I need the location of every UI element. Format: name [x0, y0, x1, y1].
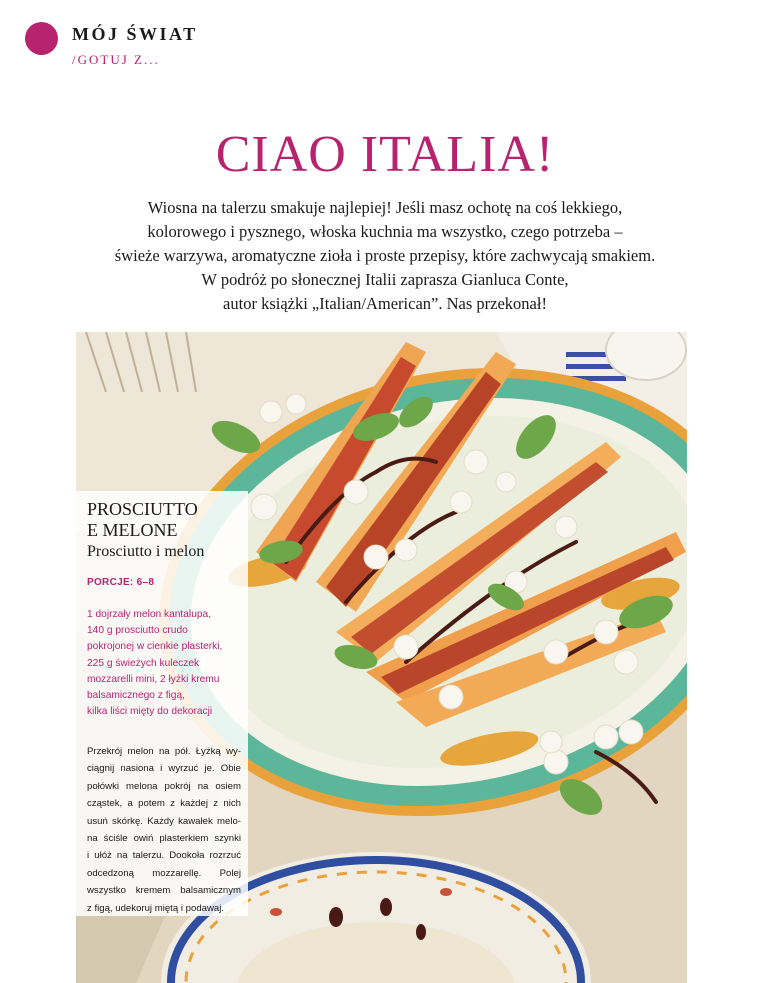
- section-title: MÓJ ŚWIAT: [72, 24, 198, 44]
- instruction-line: cząstek, a potem z każdej z nich: [87, 798, 241, 810]
- lead-line: autor książki „Italian/American”. Nas przekonał!: [223, 294, 547, 313]
- instruction-line: ciągnij nasiona i wyrzuć je. Obie: [87, 763, 241, 775]
- section-dot: [25, 22, 58, 55]
- instruction-line: usuń skórkę. Każdy kawałek melo-: [87, 815, 241, 827]
- instruction-line: z figą, udekoruj miętą i podawaj.: [87, 902, 225, 914]
- section-subtitle: /GOTUJ Z...: [72, 52, 160, 67]
- lead-line: świeże warzywa, aromatyczne zioła i proste przepisy, które zachwycają smakiem.: [114, 246, 656, 265]
- recipe-subtitle: Prosciutto i melon: [87, 543, 205, 560]
- ingredient-line: 1 dojrzały melon kantalupa,: [87, 609, 212, 620]
- ingredient-line: pokrojonej w cienkie plasterki,: [87, 641, 223, 653]
- instruction-line: połówki melona pokrój na osiem: [87, 780, 241, 792]
- instruction-line: i ułóż na talerzu. Dookoła rozrzuć: [87, 850, 241, 862]
- ingredient-list: [87, 607, 247, 720]
- recipe-title: PROSCIUTTO E MELONE: [87, 499, 198, 540]
- recipe-servings: PORCJE: 6–8: [87, 577, 155, 588]
- ingredient-line: 140 g prosciutto crudo: [87, 625, 188, 637]
- recipe-instructions: [87, 743, 241, 917]
- instruction-line: wszystko kremem balsamicznym: [87, 885, 241, 897]
- article-headline: CIAO ITALIA!: [215, 126, 555, 183]
- lead-line: Wiosna na talerzu smakuje najlepiej! Jeśli masz ochotę na coś lekkiego,: [147, 198, 623, 217]
- ingredient-line: 225 g świeżych kuleczek: [87, 657, 200, 669]
- instruction-line: Przekrój melon na pół. Łyżką wy-: [87, 746, 241, 757]
- instruction-line: na ściśle owiń plasterkiem szynki: [87, 833, 241, 845]
- ingredient-line: kilka liści mięty do dekoracji: [87, 706, 213, 718]
- lead-line: kolorowego i pysznego, włoska kuchnia ma wszystko, czego potrzeba –: [147, 222, 623, 241]
- article-lead: [60, 196, 710, 316]
- instruction-line: odcedzoną mozzarellę. Polej: [87, 867, 241, 879]
- recipe-card: [76, 491, 248, 916]
- lead-line: W podróż po słonecznej Italii zaprasza Gianluca Conte,: [201, 270, 569, 289]
- ingredient-line: balsamicznego z figą,: [87, 690, 185, 702]
- ingredient-line: mozzarelli mini, 2 łyżki kremu: [87, 673, 220, 685]
